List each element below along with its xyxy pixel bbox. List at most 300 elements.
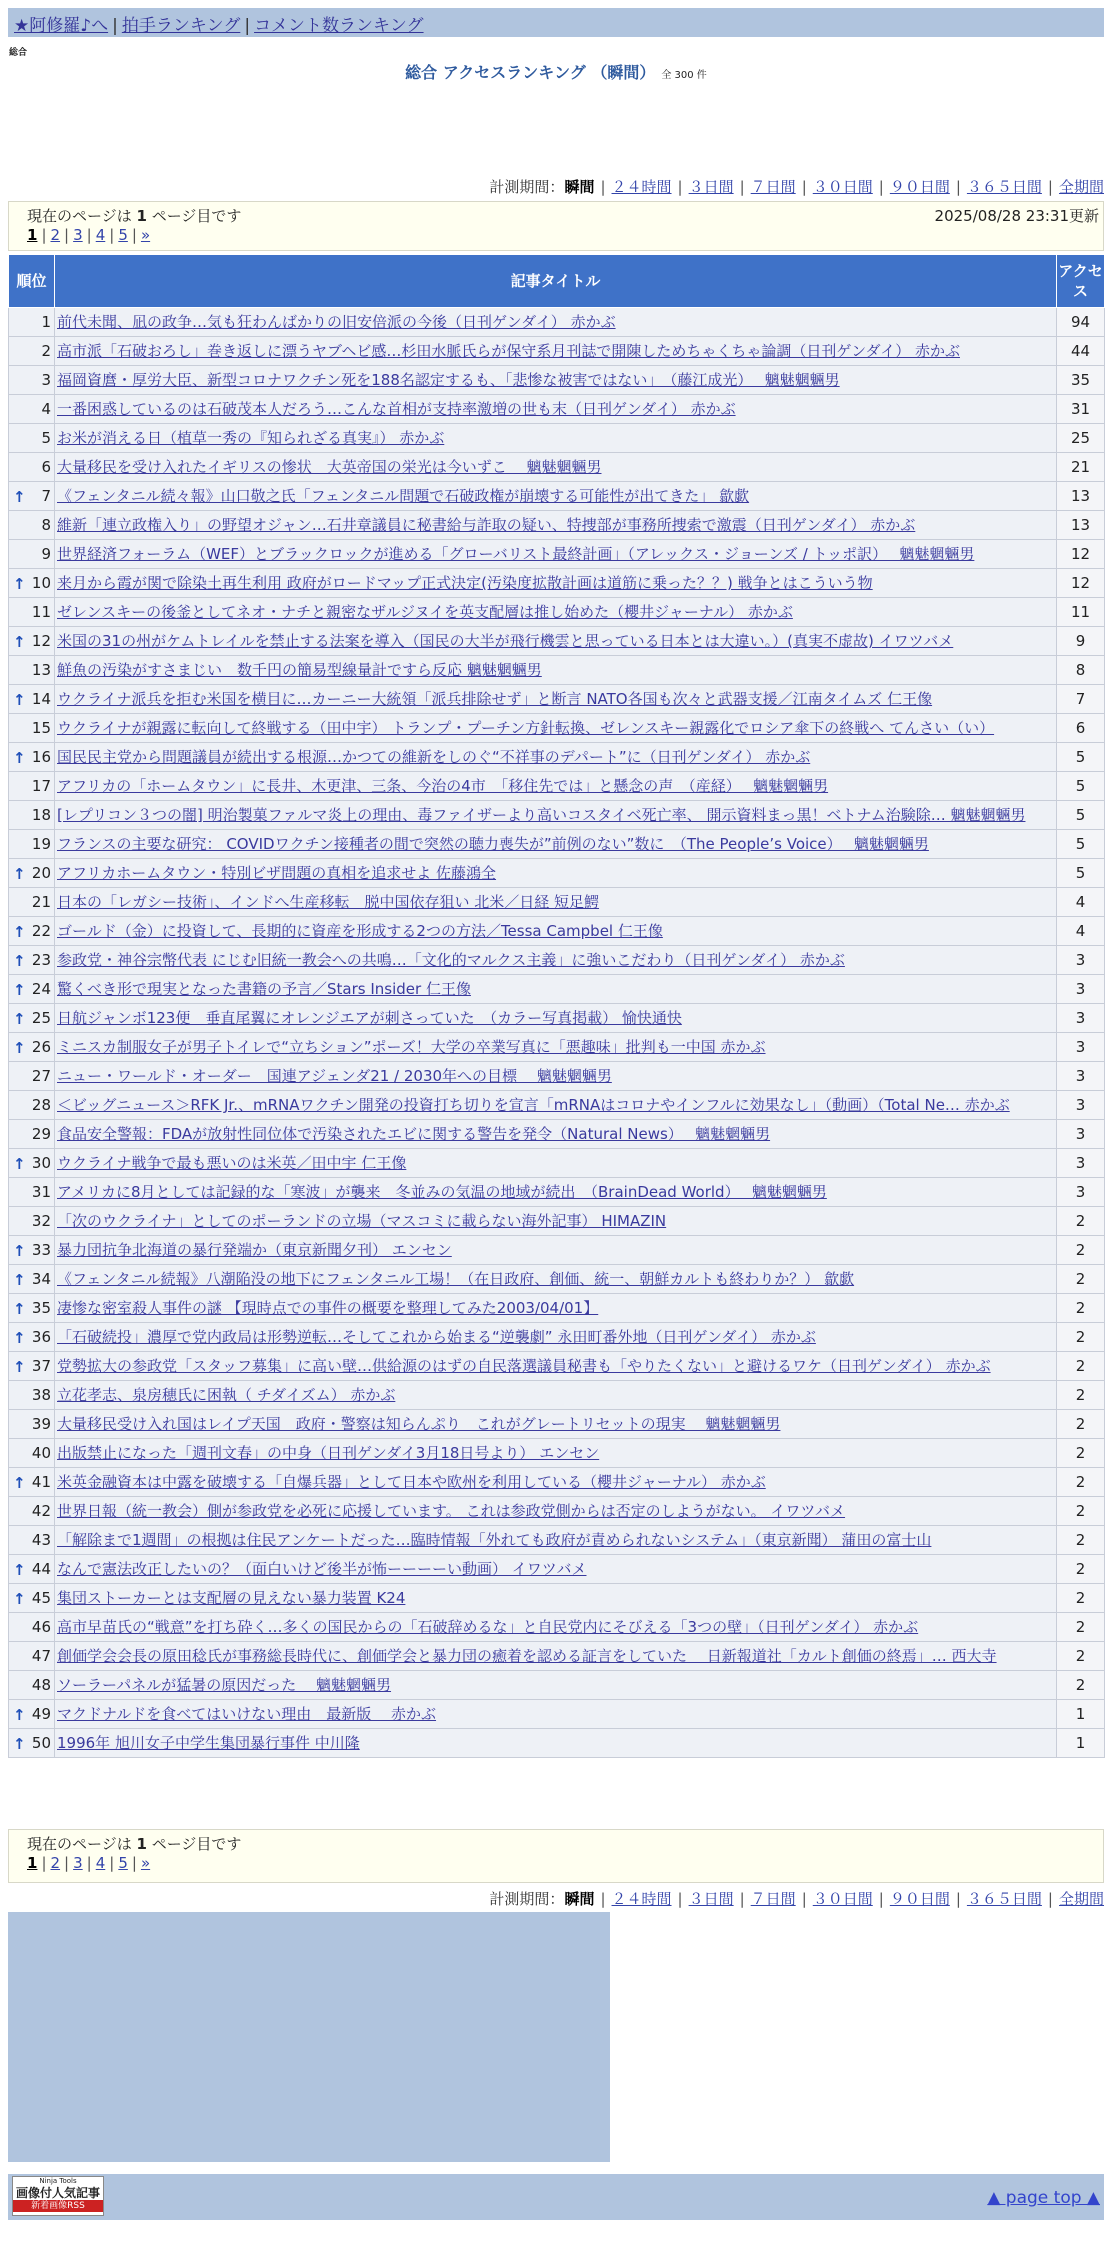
arrow-up-icon: ↑ (13, 691, 26, 709)
article-link[interactable]: 鮮魚の汚染がすさまじい 数千円の簡易型線量計ですら反応 魑魅魍魎男 (57, 661, 542, 679)
period-option-link[interactable]: ３０日間 (812, 178, 873, 196)
article-link[interactable]: 《フェンタニル続報》八潮陥没の地下にフェンタニル工場！（在日政府、創価、統一、朝鮮カルトも終わりか？） 歙歔 (57, 1270, 855, 1288)
table-row (9, 1526, 1105, 1555)
period-separator: | (677, 1890, 683, 1908)
article-link[interactable]: アフリカホームタウン・特別ビザ問題の真相を追求せよ 佐藤鴻全 (57, 864, 497, 882)
article-link[interactable]: 参政党・神谷宗幣代表 にじむ旧統一教会への共鳴…「文化的マルクス主義」に強いこだわり（日刊ゲンダイ） 赤かぶ (57, 951, 845, 969)
table-row (9, 1671, 1105, 1700)
rank-cell (9, 1149, 55, 1178)
article-link[interactable]: 出版禁止になった「週刊文春」の中身（日刊ゲンダイ3月18日号より） エンセン (57, 1444, 600, 1462)
rank-number: 47 (31, 1647, 51, 1665)
article-link[interactable]: 一番困惑しているのは石破茂本人だろう…こんな首相が支持率激増の世も末（日刊ゲンダイ） 赤かぶ (57, 400, 736, 418)
title-cell (55, 1236, 1057, 1265)
access-count: 11 (1057, 598, 1105, 627)
period-option-link[interactable]: ２４時間 (611, 178, 672, 196)
rank-number: 4 (41, 400, 51, 418)
title-cell (55, 1178, 1057, 1207)
article-link[interactable]: 驚くべき形で現実となった書籍の予言／Stars Insider 仁王像 (57, 980, 471, 998)
rank-number: 18 (31, 806, 51, 824)
title-cell (55, 1265, 1057, 1294)
article-link[interactable]: 米英金融資本は中露を破壊する「自爆兵器」として日本や欧州を利用している（櫻井ジャーナル） 赤かぶ (57, 1473, 766, 1491)
article-link[interactable]: ニュー・ワールド・オーダー 国連アジェンダ21 / 2030年への目標 魑魅魍魎男 (57, 1067, 612, 1085)
rank-cell (9, 540, 55, 569)
rank-cell (9, 1323, 55, 1352)
rank-cell (9, 1700, 55, 1729)
page-title-row (8, 60, 1104, 83)
access-count: 3 (1057, 946, 1105, 975)
article-link[interactable]: 立花孝志、泉房穂氏に困執（ チダイズム） 赤かぶ (57, 1386, 396, 1404)
article-link[interactable]: 来月から霞が関で除染土再生利用 政府がロードマップ正式決定(汚染度拡散計画は道筋に乗った？？) 戦争とはこういう物 (57, 574, 873, 592)
rank-cell (9, 1410, 55, 1439)
title-cell (55, 395, 1057, 424)
arrow-up-icon: ↑ (13, 1561, 26, 1579)
table-row (9, 395, 1105, 424)
period-option-link[interactable]: ３０日間 (812, 1890, 873, 1908)
period-option-link[interactable]: ２４時間 (611, 1890, 672, 1908)
article-link[interactable]: お米が消える日（植草一秀の『知られざる真実』） 赤かぶ (57, 429, 445, 447)
title-cell (55, 424, 1057, 453)
title-cell (55, 743, 1057, 772)
period-option-link[interactable]: ３６５日間 (966, 1890, 1042, 1908)
rank-number: 9 (41, 545, 51, 563)
article-link[interactable]: マクドナルドを食べてはいけない理由 最新版 赤かぶ (57, 1705, 437, 1723)
page-title: 総合 アクセスランキング （瞬間） (405, 63, 656, 82)
arrow-up-icon: ↑ (13, 923, 26, 941)
title-cell (55, 1033, 1057, 1062)
article-link[interactable]: 《フェンタニル続々報》山口敬之氏「フェンタニル問題で石破政権が崩壊する可能性が出てきた」 歙歔 (57, 487, 750, 505)
home-link[interactable]: ★阿修羅♪へ (14, 16, 109, 36)
page-separator: | (41, 1854, 47, 1872)
rank-cell (9, 1265, 55, 1294)
period-option-link[interactable]: ７日間 (750, 178, 796, 196)
access-count: 3 (1057, 1091, 1105, 1120)
table-row (9, 569, 1105, 598)
ad-placeholder (8, 1912, 610, 2162)
title-cell (55, 1323, 1057, 1352)
rank-cell (9, 1526, 55, 1555)
table-row (9, 714, 1105, 743)
page-link[interactable]: 4 (95, 1854, 106, 1872)
period-selector-bottom (489, 1888, 1104, 1909)
arrow-up-icon: ↑ (13, 1271, 26, 1289)
pager-top (8, 201, 1104, 251)
article-link[interactable]: 集団ストーカーとは支配層の見えない暴力装置 K24 (57, 1589, 406, 1607)
page-separator: | (41, 226, 47, 244)
period-option-link[interactable]: 全期間 (1058, 178, 1104, 196)
category-label: 総合 (9, 48, 28, 58)
title-cell (55, 598, 1057, 627)
access-count: 7 (1057, 685, 1105, 714)
access-count: 2 (1057, 1381, 1105, 1410)
article-link[interactable]: 創価学会会長の原田稔氏が事務総長時代に、創価学会と暴力団の癒着を認める証言をしていた 日新報道社「カルト創価の終焉」… 西大寺 (57, 1647, 997, 1665)
article-link[interactable]: 大量移民を受け入れたイギリスの惨状 大英帝国の栄光は今いずこ 魑魅魍魎男 (57, 458, 602, 476)
title-cell (55, 627, 1057, 656)
page-link[interactable]: 2 (50, 1854, 61, 1872)
arrow-up-icon: ↑ (13, 1039, 26, 1057)
rank-cell (9, 1555, 55, 1584)
article-link[interactable]: 「石破続投」濃厚で党内政局は形勢逆転…そしてこれから始まる“逆襲劇” 永田町番外地（日刊ゲンダイ） 赤かぶ (57, 1328, 816, 1346)
period-separator: | (677, 178, 683, 196)
page-top-link[interactable]: ▲ page top ▲ (987, 2188, 1100, 2208)
article-link[interactable]: 福岡資麿・厚労大臣、新型コロナワクチン死を188名認定するも、「悲惨な被害ではない」 （藤江成光） 魑魅魍魎男 (57, 371, 840, 389)
rank-cell (9, 1468, 55, 1497)
table-row (9, 743, 1105, 772)
rank-cell (9, 830, 55, 859)
title-cell (55, 1294, 1057, 1323)
rank-cell (9, 917, 55, 946)
table-row (9, 1729, 1105, 1758)
access-count: 1 (1057, 1729, 1105, 1758)
article-link[interactable]: 前代未聞、凪の政争…気も狂わんばかりの旧安倍派の今後（日刊ゲンダイ） 赤かぶ (57, 313, 616, 331)
period-option-link[interactable]: ９０日間 (889, 1890, 950, 1908)
table-row (9, 1120, 1105, 1149)
article-link[interactable]: 世界日報（統一教会）側が参政党を必死に応援しています。 これは参政党側からは否定のしようがない。 イワツバメ (57, 1502, 846, 1520)
period-current: 瞬間 (564, 178, 595, 196)
arrow-up-icon: ↑ (13, 749, 26, 767)
rank-cell (9, 1091, 55, 1120)
period-option-link[interactable]: ３日間 (688, 178, 734, 196)
nav-separator: | (244, 16, 251, 36)
article-link[interactable]: 米国の31の州がケムトレイルを禁止する法案を導入（国民の大半が飛行機雲と思っている日本とは大違い。）(真実不虚故) イワツバメ (57, 632, 954, 650)
table-row (9, 1294, 1105, 1323)
table-row (9, 1178, 1105, 1207)
ninja-tools-badge[interactable] (12, 2176, 104, 2216)
rank-number: 16 (31, 748, 51, 766)
rank-cell (9, 1352, 55, 1381)
access-count: 5 (1057, 801, 1105, 830)
rank-cell (9, 743, 55, 772)
article-link[interactable]: フランスの主要な研究： COVIDワクチン接種者の間で突然の聴力喪失が”前例のない”数に （The People’s Voice） 魑魅魍魎男 (57, 835, 929, 853)
page-link-current[interactable]: 1 (27, 1854, 38, 1872)
article-link[interactable]: ウクライナ戦争で最も悪いのは米英／田中宇 仁王像 (57, 1154, 407, 1172)
rank-number: 30 (31, 1154, 51, 1172)
table-row (9, 1323, 1105, 1352)
rank-cell (9, 975, 55, 1004)
table-row (9, 366, 1105, 395)
next-page-link[interactable]: » (140, 226, 151, 244)
comment-ranking-link[interactable]: コメント数ランキング (254, 16, 424, 36)
rank-number: 24 (31, 980, 51, 998)
title-cell (55, 453, 1057, 482)
title-cell (55, 1004, 1057, 1033)
rank-header: 順位 (9, 255, 55, 308)
title-cell (55, 1642, 1057, 1671)
page-link[interactable]: 3 (73, 226, 83, 244)
title-cell (55, 685, 1057, 714)
top-nav-bar (8, 8, 1104, 37)
article-link[interactable]: ミニスカ制服女子が男子トイレで“立ちション”ポーズ！大学の卒業写真に「悪趣味」批判も一中国 赤かぶ (57, 1038, 766, 1056)
table-row (9, 1033, 1105, 1062)
total-count: 全 300 件 (661, 70, 707, 81)
access-count: 2 (1057, 1323, 1105, 1352)
article-link[interactable]: ＜ビッグニュース＞RFK Jr.、mRNAワクチン開発の投資打ち切りを宣言「mRNAはコロナやインフルに効果なし」（動画）（Total Ne… 赤かぶ (57, 1096, 1010, 1114)
rank-number: 31 (31, 1183, 51, 1201)
article-link[interactable]: 党勢拡大の参政党「スタッフ募集」に高い壁…供給源のはずの自民落選議員秘書も「やりたくない」と避けるワケ（日刊ゲンダイ） 赤かぶ (57, 1357, 991, 1375)
page-link[interactable]: 5 (118, 1854, 128, 1872)
page-link[interactable]: 3 (73, 1854, 83, 1872)
rank-cell (9, 482, 55, 511)
title-cell (55, 888, 1057, 917)
access-count: 2 (1057, 1410, 1105, 1439)
access-count: 13 (1057, 482, 1105, 511)
access-count: 3 (1057, 1004, 1105, 1033)
table-row (9, 772, 1105, 801)
table-row (9, 1062, 1105, 1091)
rank-number: 15 (31, 719, 51, 737)
arrow-up-icon: ↑ (13, 1300, 26, 1318)
title-cell (55, 366, 1057, 395)
arrow-up-icon: ↑ (13, 1155, 26, 1173)
article-link[interactable]: 「次のウクライナ」としてのポーランドの立場（マスコミに載らない海外記事） HIMAZIN (57, 1212, 667, 1230)
title-cell (55, 540, 1057, 569)
title-cell (55, 1671, 1057, 1700)
article-link[interactable]: 日航ジャンボ123便 垂直尾翼にオレンジエアが刺さっていた （カラー写真掲載） 愉快通快 (57, 1009, 682, 1027)
access-count: 2 (1057, 1497, 1105, 1526)
table-row (9, 917, 1105, 946)
title-cell (55, 1352, 1057, 1381)
rank-number: 28 (31, 1096, 51, 1114)
page-links (27, 226, 1085, 244)
period-option-link[interactable]: ９０日間 (889, 178, 950, 196)
article-link[interactable]: 日本の「レガシー技術」、インドへ生産移転 脱中国依存狙い 北米／日経 短足鰐 (57, 893, 600, 911)
table-row (9, 859, 1105, 888)
rank-number: 46 (31, 1618, 51, 1636)
rank-number: 50 (31, 1734, 51, 1752)
table-row (9, 482, 1105, 511)
title-cell (55, 1381, 1057, 1410)
rank-number: 32 (31, 1212, 51, 1230)
rank-cell (9, 1120, 55, 1149)
article-link[interactable]: 世界経済フォーラム（WEF）とブラックロックが進める「グローバリスト最終計画」（アレックス・ジョーンズ / トッポ訳） 魑魅魍魎男 (57, 545, 975, 563)
access-count: 3 (1057, 1178, 1105, 1207)
table-row (9, 1700, 1105, 1729)
title-cell (55, 1613, 1057, 1642)
article-link[interactable]: 高市派「石破おろし」巻き返しに漂うヤブヘビ感…杉田水脈氏らが保守系月刊誌で開陳しためちゃくちゃ論調（日刊ゲンダイ） 赤かぶ (57, 342, 960, 360)
rank-number: 3 (41, 371, 51, 389)
title-cell (55, 1526, 1057, 1555)
article-link[interactable]: ウクライナ派兵を拒む米国を横目に…カーニー大統領「派兵排除せず」と断言 NATO各国も次々と武器支援／江南タイムズ 仁王像 (57, 690, 933, 708)
rank-cell (9, 627, 55, 656)
rank-number: 22 (31, 922, 51, 940)
table-row (9, 1410, 1105, 1439)
rank-cell (9, 598, 55, 627)
arrow-up-icon: ↑ (13, 1010, 26, 1028)
title-cell (55, 1555, 1057, 1584)
title-cell (55, 975, 1057, 1004)
access-count: 31 (1057, 395, 1105, 424)
table-row (9, 511, 1105, 540)
access-count: 8 (1057, 656, 1105, 685)
title-cell (55, 917, 1057, 946)
rank-cell (9, 685, 55, 714)
badge-main-text: 画像付人気記事 (15, 2186, 100, 2200)
access-count: 5 (1057, 830, 1105, 859)
article-link[interactable]: 食品安全警報：FDAが放射性同位体で汚染されたエビに関する警告を発令（Natural News） 魑魅魍魎男 (57, 1125, 771, 1143)
next-page-link[interactable]: » (140, 1854, 151, 1872)
badge-top-text: Ninja Tools (39, 2177, 77, 2185)
access-count: 3 (1057, 1033, 1105, 1062)
rank-cell (9, 395, 55, 424)
period-option-link[interactable]: ７日間 (750, 1890, 796, 1908)
rank-number: 42 (31, 1502, 51, 1520)
table-row (9, 1149, 1105, 1178)
page-links (27, 1854, 1085, 1872)
arrow-up-icon: ↑ (13, 1242, 26, 1260)
article-link[interactable]: ウクライナが親露に転向して終戦する（田中宇） トランプ・プーチン方針転換、ゼレンスキー親露化でロシア傘下の終戦へ てんさい（い） (57, 719, 995, 737)
rank-cell (9, 1729, 55, 1758)
article-link[interactable]: 暴力団抗争北海道の暴行発端か（東京新聞夕刊） エンセン (57, 1241, 452, 1259)
access-count: 2 (1057, 1207, 1105, 1236)
article-link[interactable]: 1996年 旭川女子中学生集団暴行事件 中川隆 (57, 1734, 360, 1752)
access-count: 6 (1057, 714, 1105, 743)
rank-number: 34 (31, 1270, 51, 1288)
access-count: 2 (1057, 1526, 1105, 1555)
access-count: 25 (1057, 424, 1105, 453)
rank-cell (9, 1294, 55, 1323)
access-count: 44 (1057, 337, 1105, 366)
footer-bar (8, 2174, 1104, 2220)
article-link[interactable]: 大量移民受け入れ国はレイプ天国 政府・警察は知らんぷり これがグレートリセットの現実 魑魅魍魎男 (57, 1415, 781, 1433)
rank-cell (9, 511, 55, 540)
table-row (9, 1207, 1105, 1236)
title-cell (55, 1468, 1057, 1497)
title-cell (55, 1729, 1057, 1758)
table-row (9, 888, 1105, 917)
table-row (9, 1381, 1105, 1410)
rank-cell (9, 772, 55, 801)
article-link[interactable]: 「解除まで1週間」の根拠は住民アンケートだった…臨時情報「外れても政府が責められないシステム」（東京新聞） 蒲田の富士山 (57, 1531, 932, 1549)
rank-cell (9, 1584, 55, 1613)
period-separator: | (801, 178, 807, 196)
article-link[interactable]: ゼレンスキーの後釜としてネオ・ナチと親密なザルジヌイを英支配層は推し始めた（櫻井ジャーナル） 赤かぶ (57, 603, 793, 621)
rank-number: 21 (31, 893, 51, 911)
period-option-link[interactable]: ３６５日間 (966, 178, 1042, 196)
table-row (9, 424, 1105, 453)
article-link[interactable]: 凄惨な密室殺人事件の謎 【現時点での事件の概要を整理してみた2003/04/01】 (57, 1299, 599, 1317)
page-separator: | (131, 1854, 137, 1872)
access-count: 4 (1057, 917, 1105, 946)
page-status-number: 1 (136, 1835, 147, 1853)
rank-cell (9, 453, 55, 482)
title-cell (55, 1091, 1057, 1120)
title-cell (55, 859, 1057, 888)
table-row (9, 1004, 1105, 1033)
rank-cell (9, 308, 55, 337)
table-row (9, 598, 1105, 627)
rank-cell (9, 1671, 55, 1700)
arrow-up-icon: ↑ (13, 1706, 26, 1724)
page-link[interactable]: 2 (50, 226, 61, 244)
title-cell (55, 772, 1057, 801)
rank-number: 48 (31, 1676, 51, 1694)
table-row (9, 656, 1105, 685)
title-cell (55, 1584, 1057, 1613)
table-row (9, 946, 1105, 975)
page-status-suffix: ページ目です (151, 1835, 242, 1853)
period-separator: | (1047, 178, 1053, 196)
rank-number: 12 (31, 632, 51, 650)
rank-cell (9, 859, 55, 888)
table-row (9, 1439, 1105, 1468)
rank-number: 14 (31, 690, 51, 708)
article-link[interactable]: [レプリコン３つの闇] 明治製菓ファルマ炎上の理由、毒ファイザーより高いコスタイベ死亡率、 開示資料まっ黒！ベトナム治験除… 魑魅魍魎男 (57, 806, 1026, 824)
access-count: 12 (1057, 540, 1105, 569)
title-cell (55, 569, 1057, 598)
access-count: 2 (1057, 1265, 1105, 1294)
article-link[interactable]: 国民民主党から問題議員が続出する根源…かつての維新をしのぐ“不祥事のデパート”に（日刊ゲンダイ） 赤かぶ (57, 748, 811, 766)
title-cell (55, 830, 1057, 859)
article-link[interactable]: ゴールド（金）に投資して、長期的に資産を形成する2つの方法／Tessa Campbel 仁王像 (57, 922, 663, 940)
access-count: 21 (1057, 453, 1105, 482)
table-row (9, 1555, 1105, 1584)
rank-cell (9, 569, 55, 598)
nav-separator: | (112, 16, 118, 36)
access-count: 2 (1057, 1555, 1105, 1584)
table-row (9, 1468, 1105, 1497)
table-row (9, 975, 1105, 1004)
period-option-link[interactable]: ３日間 (688, 1890, 734, 1908)
title-cell (55, 946, 1057, 975)
title-cell (55, 1439, 1057, 1468)
access-count: 2 (1057, 1236, 1105, 1265)
title-cell (55, 1149, 1057, 1178)
rank-cell (9, 656, 55, 685)
access-count: 3 (1057, 1149, 1105, 1178)
arrow-up-icon: ↑ (13, 1329, 26, 1347)
table-row (9, 1352, 1105, 1381)
page-link[interactable]: 5 (118, 226, 128, 244)
clap-ranking-link[interactable]: 拍手ランキング (121, 16, 241, 36)
access-count: 2 (1057, 1584, 1105, 1613)
page-link-current[interactable]: 1 (27, 226, 38, 244)
rank-number: 29 (31, 1125, 51, 1143)
rank-number: 37 (31, 1357, 51, 1375)
title-header: 記事タイトル (55, 255, 1057, 308)
article-link[interactable]: なんで憲法改正したいの？（面白いけど後半が怖ーーーーい動画） イワツバメ (57, 1560, 587, 1578)
page-separator: | (86, 226, 92, 244)
page-status (27, 205, 1085, 226)
period-option-link[interactable]: 全期間 (1058, 1890, 1104, 1908)
access-count: 2 (1057, 1294, 1105, 1323)
article-link[interactable]: 維新「連立政権入り」の野望オジャン…石井章議員に秘書給与詐取の疑い、特捜部が事務所捜索で激震（日刊ゲンダイ） 赤かぶ (57, 516, 916, 534)
article-link[interactable]: 高市早苗氏の“戦意”を打ち砕く…多くの国民からの「石破辞めるな」と自民党内にそびえる「3つの壁」（日刊ゲンダイ） 赤かぶ (57, 1618, 919, 1636)
page-link[interactable]: 4 (95, 226, 106, 244)
page-separator: | (64, 1854, 70, 1872)
rank-number: 1 (41, 313, 51, 331)
page-separator: | (86, 1854, 92, 1872)
table-row (9, 1265, 1105, 1294)
title-cell (55, 1410, 1057, 1439)
rank-cell (9, 1439, 55, 1468)
access-count: 13 (1057, 511, 1105, 540)
access-count: 2 (1057, 1671, 1105, 1700)
rank-number: 44 (31, 1560, 51, 1578)
arrow-up-icon: ↑ (13, 1358, 26, 1376)
table-header-row (9, 255, 1105, 308)
rank-number: 27 (31, 1067, 51, 1085)
rank-cell (9, 946, 55, 975)
title-cell (55, 1207, 1057, 1236)
article-link[interactable]: アフリカの「ホームタウン」に長井、木更津、三条、今治の4市 「移住先では」と懸念の声 （産経） 魑魅魍魎男 (57, 777, 829, 795)
period-separator: | (600, 1890, 606, 1908)
access-count: 5 (1057, 772, 1105, 801)
rank-cell (9, 1062, 55, 1091)
article-link[interactable]: アメリカに8月としては記録的な「寒波」が襲来 冬並みの気温の地域が続出 （BrainDead World） 魑魅魍魎男 (57, 1183, 827, 1201)
table-row (9, 830, 1105, 859)
period-separator: | (739, 178, 745, 196)
page-separator: | (109, 1854, 115, 1872)
article-link[interactable]: ソーラーパネルが猛暑の原因だった 魑魅魍魎男 (57, 1676, 392, 1694)
